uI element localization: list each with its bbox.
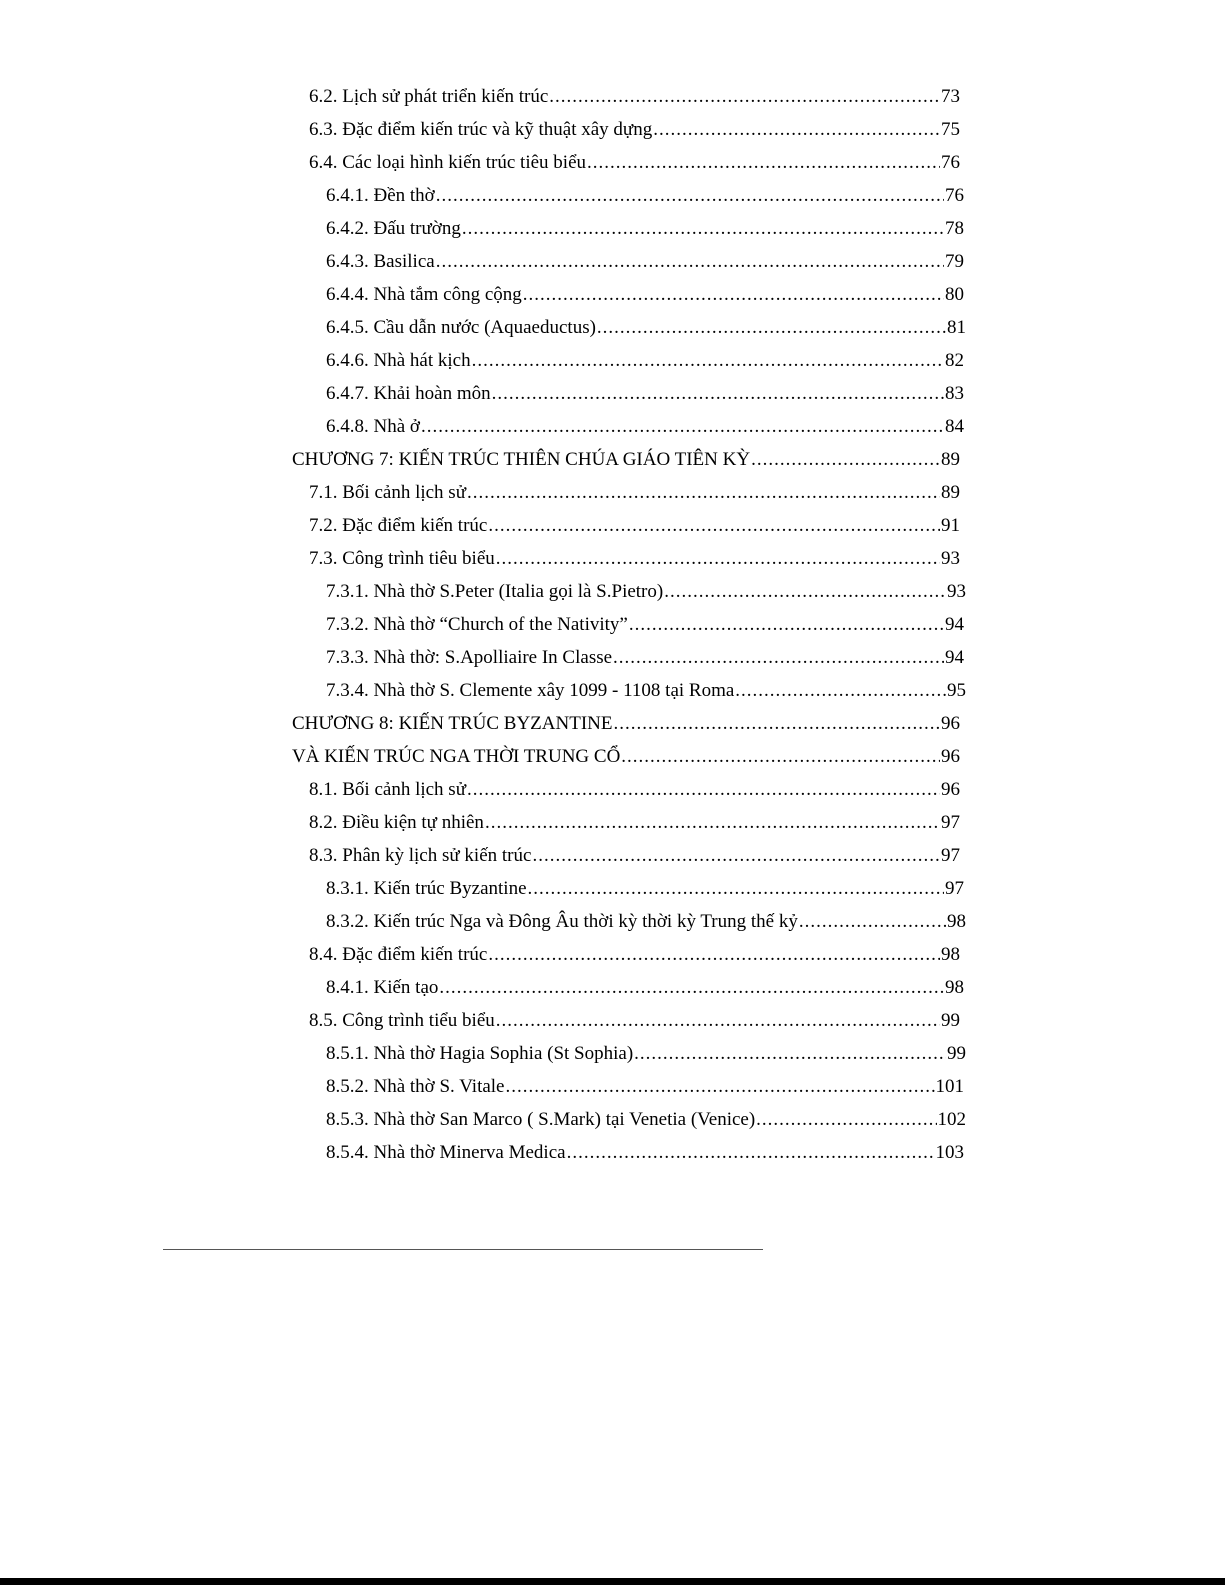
toc-entry[interactable] [309,80,960,113]
toc-entry-page: 79 [945,251,964,272]
dot-leader [634,1037,946,1070]
toc-entry-page: 95 [947,680,966,701]
dot-leader [488,938,940,971]
toc-entry-label: 7.3.4. Nhà thờ S. Clemente xây 1099 - 1108 tại Roma [326,680,735,701]
dot-leader [751,443,940,476]
page-bottom-border [0,1578,1225,1585]
toc-entry-label: 8.3. Phân kỳ lịch sử kiến trúc [309,845,532,866]
toc-entry[interactable] [326,1037,966,1070]
dot-leader [735,674,946,707]
dot-leader [587,146,940,179]
dot-leader [436,179,944,212]
dot-leader [532,839,940,872]
toc-entry-page: 98 [941,944,960,965]
toc-entry-label: 6.4.7. Khải hoàn môn [326,383,491,404]
toc-entry-page: 81 [947,317,966,338]
toc-entry[interactable] [326,1070,964,1103]
toc-entry-page: 99 [947,1043,966,1064]
toc-entry-label: 8.5. Công trình tiểu biểu [309,1010,495,1031]
toc-entry[interactable] [326,905,966,938]
dot-leader [653,113,940,146]
toc-entry-page: 98 [947,911,966,932]
toc-entry[interactable] [309,476,960,509]
footer-divider [163,1249,763,1250]
toc-entry-page: 94 [945,614,964,635]
toc-entry-label: CHƯƠNG 8: KIẾN TRÚC BYZANTINE [292,713,613,734]
dot-leader [421,410,944,443]
toc-entry[interactable] [309,113,960,146]
toc-entry[interactable] [326,212,964,245]
dot-leader [597,311,946,344]
toc-entry[interactable] [326,1136,964,1169]
toc-entry-label: 8.5.2. Nhà thờ S. Vitale [326,1076,505,1097]
toc-entry-label: 8.5.1. Nhà thờ Hagia Sophia (St Sophia) [326,1043,634,1064]
toc-entry[interactable] [309,509,960,542]
toc-entry-page: 96 [941,779,960,800]
toc-entry-page: 97 [945,878,964,899]
toc-entry-label: 6.4.4. Nhà tắm công cộng [326,284,522,305]
dot-leader [567,1136,935,1169]
toc-entry-page: 97 [941,845,960,866]
table-of-contents [0,80,1225,1169]
toc-entry-label: 7.3.1. Nhà thờ S.Peter (Italia gọi là S.Pietro) [326,581,664,602]
toc-entry-label: CHƯƠNG 7: KIẾN TRÚC THIÊN CHÚA GIÁO TIÊN KỲ [292,449,751,470]
toc-entry-label: 7.2. Đặc điểm kiến trúc [309,515,488,536]
toc-entry-page: 73 [941,86,960,107]
toc-entry[interactable] [309,542,960,575]
toc-entry[interactable] [326,872,964,905]
toc-entry-label: 8.4. Đặc điểm kiến trúc [309,944,488,965]
toc-entry[interactable] [326,179,964,212]
toc-entry[interactable] [326,377,964,410]
toc-entry[interactable] [326,410,964,443]
toc-entry-page: 91 [941,515,960,536]
dot-leader [467,476,940,509]
toc-entry-page: 101 [935,1076,964,1097]
toc-entry-page: 98 [945,977,964,998]
toc-entry-label: 8.3.1. Kiến trúc Byzantine [326,878,527,899]
dot-leader [472,344,944,377]
toc-entry-page: 84 [945,416,964,437]
toc-entry-page: 76 [945,185,964,206]
toc-entry-page: 102 [937,1109,966,1130]
toc-entry-page: 82 [945,350,964,371]
toc-entry[interactable] [292,443,960,476]
dot-leader [436,245,944,278]
dot-leader [621,740,940,773]
toc-entry-label: 7.3.2. Nhà thờ “Church of the Nativity” [326,614,628,635]
toc-entry-label: 6.4.3. Basilica [326,251,435,272]
toc-entry-page: 75 [941,119,960,140]
toc-entry[interactable] [326,278,964,311]
toc-entry[interactable] [309,806,960,839]
toc-entry-label: 7.3. Công trình tiêu biểu [309,548,495,569]
toc-entry-label: 7.1. Bối cảnh lịch sử [309,482,467,503]
dot-leader [496,542,940,575]
toc-entry-page: 83 [945,383,964,404]
dot-leader [629,608,944,641]
toc-entry-page: 89 [941,482,960,503]
toc-entry[interactable] [326,245,964,278]
toc-entry-page: 99 [941,1010,960,1031]
toc-entry-page: 89 [941,449,960,470]
toc-entry-label: 8.2. Điều kiện tự nhiên [309,812,484,833]
dot-leader [756,1103,936,1136]
toc-entry-label: 6.4.6. Nhà hát kịch [326,350,471,371]
toc-entry[interactable] [326,1103,966,1136]
toc-entry[interactable] [309,146,960,179]
toc-entry-page: 96 [941,746,960,767]
toc-entry[interactable] [309,839,960,872]
toc-entry-label: 8.5.3. Nhà thờ San Marco ( S.Mark) tại Venetia (Venice) [326,1109,756,1130]
dot-leader [467,773,940,806]
toc-entry-page: 103 [935,1142,964,1163]
toc-entry-label: 8.3.2. Kiến trúc Nga và Đông Âu thời kỳ thời kỳ Trung thế kỷ [326,911,798,932]
dot-leader [614,707,941,740]
toc-entry[interactable] [326,971,964,1004]
toc-entry[interactable] [309,1004,960,1037]
toc-entry-label: 6.3. Đặc điểm kiến trúc và kỹ thuật xây dựng [309,119,653,140]
toc-entry-page: 97 [941,812,960,833]
dot-leader [492,377,944,410]
toc-entry[interactable] [309,938,960,971]
toc-entry[interactable] [292,740,960,773]
toc-entry-page: 94 [945,647,964,668]
dot-leader [799,905,946,938]
toc-entry-page: 93 [947,581,966,602]
toc-entry-label: 8.1. Bối cảnh lịch sử [309,779,467,800]
toc-entry[interactable] [326,575,966,608]
toc-entry[interactable] [326,608,964,641]
toc-entry-label: 6.4. Các loại hình kiến trúc tiêu biểu [309,152,587,173]
dot-leader [439,971,944,1004]
toc-entry-label: 6.2. Lịch sử phát triển kiến trúc [309,86,549,107]
toc-entry-label: 8.4.1. Kiến tạo [326,977,439,998]
toc-entry-page: 96 [941,713,960,734]
toc-entry-page: 80 [945,284,964,305]
dot-leader [488,509,940,542]
toc-entry-label: VÀ KIẾN TRÚC NGA THỜI TRUNG CỔ [292,746,621,767]
dot-leader [549,80,940,113]
toc-entry-label: 6.4.5. Cầu dẫn nước (Aquaeductus) [326,317,596,338]
toc-entry[interactable] [326,344,964,377]
toc-entry-label: 6.4.2. Đấu trường [326,218,461,239]
toc-entry[interactable] [309,773,960,806]
toc-entry-label: 7.3.3. Nhà thờ: S.Apolliaire In Classe [326,647,613,668]
toc-entry-label: 6.4.8. Nhà ở [326,416,420,437]
toc-entry[interactable] [326,674,966,707]
dot-leader [664,575,946,608]
toc-entry[interactable] [326,641,964,674]
dot-leader [462,212,944,245]
toc-entry[interactable] [326,311,966,344]
toc-entry-page: 76 [941,152,960,173]
toc-entry-page: 93 [941,548,960,569]
toc-entry-page: 78 [945,218,964,239]
dot-leader [506,1070,935,1103]
dot-leader [528,872,944,905]
dot-leader [496,1004,940,1037]
toc-entry[interactable] [292,707,960,740]
dot-leader [523,278,944,311]
dot-leader [613,641,944,674]
toc-entry-label: 8.5.4. Nhà thờ Minerva Medica [326,1142,566,1163]
toc-entry-label: 6.4.1. Đền thờ [326,185,435,206]
dot-leader [485,806,940,839]
